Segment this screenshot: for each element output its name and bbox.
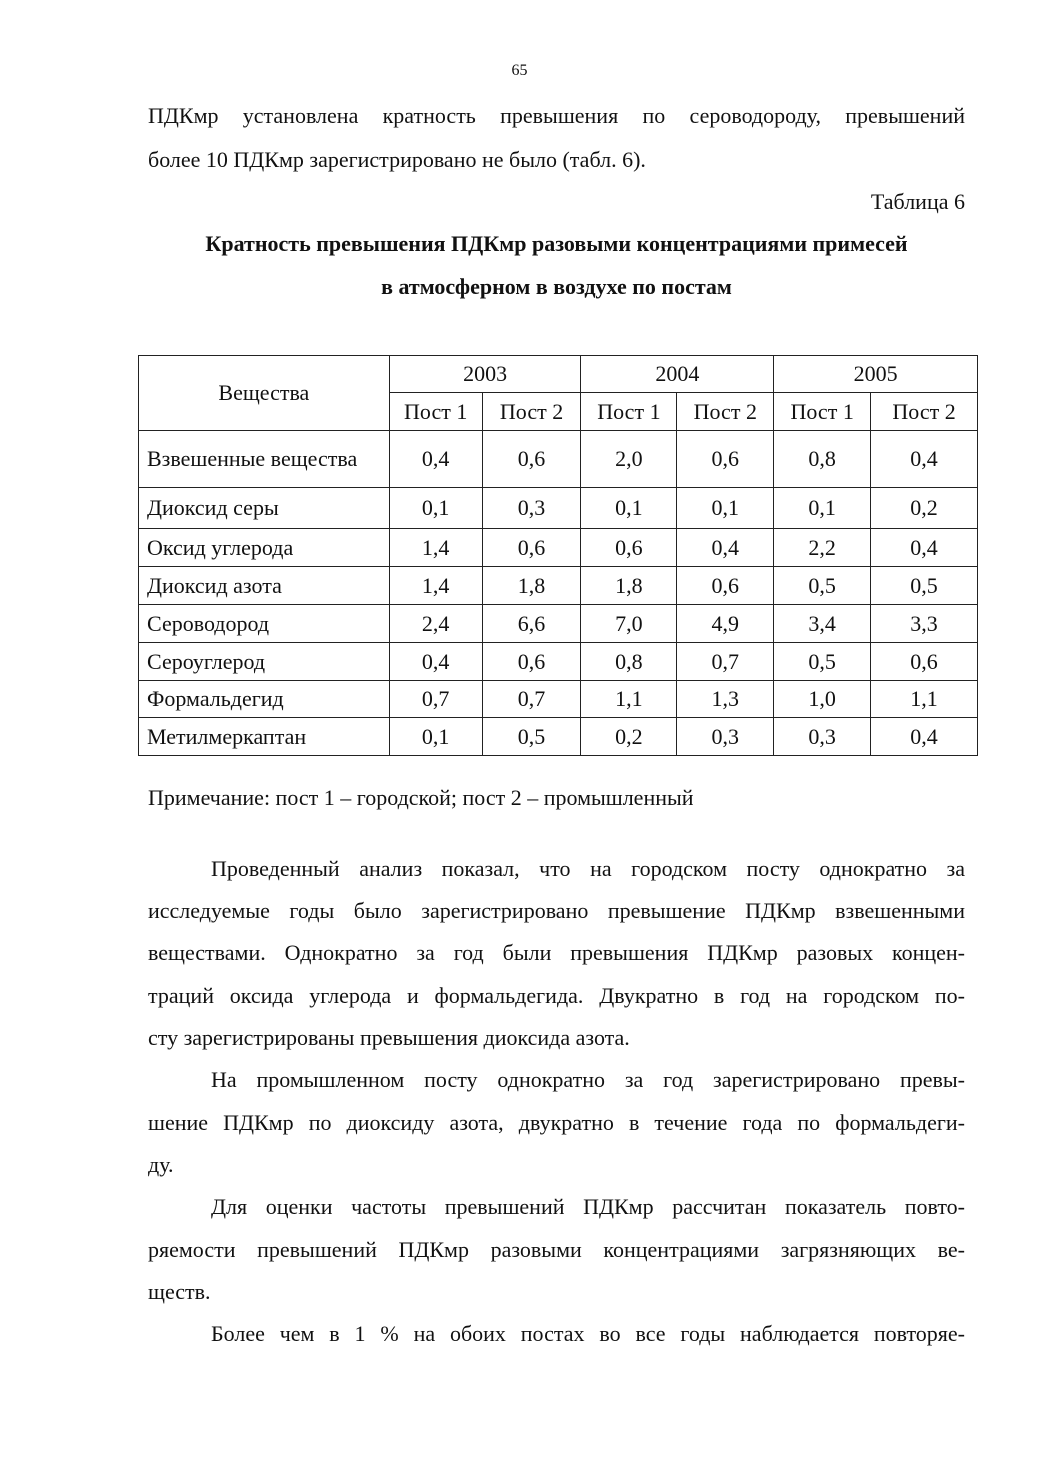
- value-cell: 1,1: [871, 681, 978, 718]
- header-substance: Вещества: [139, 356, 390, 431]
- substance-cell: Диоксид серы: [139, 488, 390, 529]
- table-row: [139, 567, 978, 605]
- header-post: Пост 1: [389, 393, 482, 431]
- body-line: ществ.: [148, 1279, 211, 1304]
- table-row: [139, 488, 978, 529]
- body-line: веществами. Однократно за год были превышения ПДКмр разовых концен-: [148, 940, 965, 965]
- value-cell: 0,5: [482, 718, 581, 756]
- substance-cell: Взвешенные вещества: [139, 431, 390, 488]
- table-row: [139, 718, 978, 756]
- body-line: шение ПДКмр по диоксиду азота, двукратно в течение года по формальдеги-: [148, 1110, 965, 1135]
- table-title-line-1: Кратность превышения ПДКмр разовыми концентрациями примесей: [205, 231, 908, 256]
- value-cell: 0,2: [871, 488, 978, 529]
- body-line: ду.: [148, 1152, 174, 1177]
- substance-cell: Формальдегид: [139, 681, 390, 718]
- value-cell: 0,1: [389, 488, 482, 529]
- body-line: На промышленном посту однократно за год зарегистрировано превы-: [211, 1067, 965, 1092]
- value-cell: 1,3: [677, 681, 774, 718]
- value-cell: 0,3: [482, 488, 581, 529]
- data-table: [138, 355, 978, 756]
- table-row: [139, 643, 978, 681]
- table-row: [139, 681, 978, 718]
- value-cell: 0,4: [389, 431, 482, 488]
- value-cell: 0,7: [677, 643, 774, 681]
- header-post: Пост 2: [482, 393, 581, 431]
- value-cell: 2,4: [389, 605, 482, 643]
- value-cell: 0,8: [581, 643, 677, 681]
- value-cell: 0,4: [871, 431, 978, 488]
- value-cell: 2,2: [774, 529, 871, 567]
- header-year: 2003: [389, 356, 581, 393]
- body-line: траций оксида углерода и формальдегида. Двукратно в год на городском по-: [148, 983, 965, 1008]
- body-line: Проведенный анализ показал, что на городском посту однократно за: [211, 856, 965, 881]
- value-cell: 0,6: [581, 529, 677, 567]
- value-cell: 1,4: [389, 529, 482, 567]
- table-row: [139, 605, 978, 643]
- value-cell: 0,1: [774, 488, 871, 529]
- body-line: исследуемые годы было зарегистрировано превышение ПДКмр взвешенными: [148, 898, 965, 923]
- substance-cell: Диоксид азота: [139, 567, 390, 605]
- value-cell: 0,1: [581, 488, 677, 529]
- header-year: 2004: [581, 356, 774, 393]
- body-line: Для оценки частоты превышений ПДКмр рассчитан показатель повто-: [211, 1194, 965, 1219]
- value-cell: 0,1: [389, 718, 482, 756]
- value-cell: 0,3: [677, 718, 774, 756]
- value-cell: 3,4: [774, 605, 871, 643]
- header-post: Пост 2: [677, 393, 774, 431]
- value-cell: 7,0: [581, 605, 677, 643]
- value-cell: 0,6: [482, 643, 581, 681]
- value-cell: 0,8: [774, 431, 871, 488]
- page-number: 65: [511, 62, 528, 79]
- value-cell: 0,7: [389, 681, 482, 718]
- table-row: [139, 529, 978, 567]
- table-row: [139, 431, 978, 488]
- header-post: Пост 2: [871, 393, 978, 431]
- value-cell: 0,6: [677, 567, 774, 605]
- value-cell: 0,4: [871, 718, 978, 756]
- header-post: Пост 1: [774, 393, 871, 431]
- table-title-line-2: в атмосферном в воздухе по постам: [381, 274, 732, 299]
- value-cell: 0,5: [871, 567, 978, 605]
- value-cell: 6,6: [482, 605, 581, 643]
- value-cell: 0,5: [774, 567, 871, 605]
- value-cell: 0,2: [581, 718, 677, 756]
- value-cell: 4,9: [677, 605, 774, 643]
- value-cell: 0,1: [677, 488, 774, 529]
- value-cell: 1,8: [581, 567, 677, 605]
- value-cell: 0,4: [389, 643, 482, 681]
- value-cell: 0,5: [774, 643, 871, 681]
- value-cell: 0,6: [871, 643, 978, 681]
- body-line: сту зарегистрированы превышения диоксида азота.: [148, 1025, 630, 1050]
- value-cell: 0,7: [482, 681, 581, 718]
- body-line: Более чем в 1 % на обоих постах во все годы наблюдается повторяе-: [211, 1321, 965, 1346]
- intro-line-2: более 10 ПДКмр зарегистрировано не было (табл. 6).: [148, 147, 646, 172]
- value-cell: 0,6: [482, 529, 581, 567]
- value-cell: 0,6: [677, 431, 774, 488]
- substance-cell: Сероуглерод: [139, 643, 390, 681]
- value-cell: 0,3: [774, 718, 871, 756]
- value-cell: 3,3: [871, 605, 978, 643]
- value-cell: 0,4: [677, 529, 774, 567]
- value-cell: 1,1: [581, 681, 677, 718]
- header-row-years: [139, 356, 978, 393]
- value-cell: 2,0: [581, 431, 677, 488]
- substance-cell: Оксид углерода: [139, 529, 390, 567]
- value-cell: 0,4: [871, 529, 978, 567]
- value-cell: 1,4: [389, 567, 482, 605]
- table-label: Таблица 6: [870, 189, 965, 214]
- substance-cell: Метилмеркаптан: [139, 718, 390, 756]
- substance-cell: Сероводород: [139, 605, 390, 643]
- header-post: Пост 1: [581, 393, 677, 431]
- body-line: ряемости превышений ПДКмр разовыми концентрациями загрязняющих ве-: [148, 1237, 965, 1262]
- table-note: Примечание: пост 1 – городской; пост 2 – промышленный: [148, 785, 694, 810]
- value-cell: 0,6: [482, 431, 581, 488]
- header-year: 2005: [774, 356, 978, 393]
- intro-line-1: ПДКмр установлена кратность превышения по сероводороду, превышений: [148, 103, 965, 128]
- value-cell: 1,0: [774, 681, 871, 718]
- value-cell: 1,8: [482, 567, 581, 605]
